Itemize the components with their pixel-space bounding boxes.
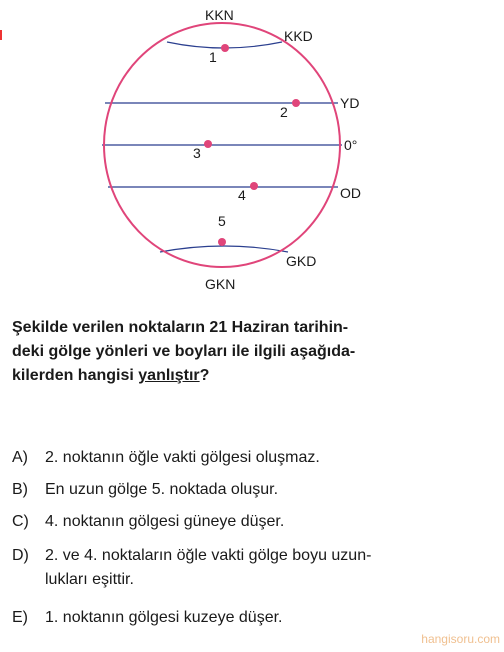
question-line-2: deki gölge yönleri ve boyları ile ilgili aşağıda- xyxy=(12,343,356,360)
option-d-letter: D) xyxy=(12,547,29,564)
yd-label: YD xyxy=(340,95,360,111)
point-2 xyxy=(292,99,300,107)
equator-label: 0° xyxy=(344,137,358,153)
kkd-label: KKD xyxy=(284,28,313,44)
option-c-letter: C) xyxy=(12,513,29,530)
point-1-label: 1 xyxy=(209,49,217,65)
option-c-text: 4. noktanın gölgesi güneye düşer. xyxy=(45,513,285,530)
od-label: OD xyxy=(340,185,361,201)
point-1 xyxy=(221,44,229,52)
option-a-letter: A) xyxy=(12,449,28,466)
pole-bottom-label: GKN xyxy=(205,276,236,292)
point-4 xyxy=(250,182,258,190)
question-line-3: kilerden hangisi yanlıştır? xyxy=(12,367,210,384)
option-d[interactable] xyxy=(12,544,492,592)
watermark: hangisoru.com xyxy=(421,632,500,646)
option-d-line-1: 2. ve 4. noktaların öğle vakti gölge boyu uzun- xyxy=(45,547,372,564)
option-e-letter: E) xyxy=(12,609,28,626)
point-3-label: 3 xyxy=(193,145,201,161)
point-5 xyxy=(218,238,226,246)
option-d-line-2: lukları eşittir. xyxy=(45,571,134,588)
question-line-1: Şekilde verilen noktaların 21 Haziran tarihin- xyxy=(12,319,349,336)
option-b-text: En uzun gölge 5. noktada oluşur. xyxy=(45,481,279,498)
option-d-text xyxy=(45,544,465,592)
underlined-word: yanlıştır xyxy=(138,367,200,384)
gkd-label: GKD xyxy=(286,253,317,269)
option-a-text: 2. noktanın öğle vakti gölgesi oluşmaz. xyxy=(45,449,320,466)
option-b-letter: B) xyxy=(12,481,28,498)
point-3 xyxy=(204,140,212,148)
option-e-text: 1. noktanın gölgesi kuzeye düşer. xyxy=(45,609,283,626)
point-5-label: 5 xyxy=(218,213,226,229)
point-2-label: 2 xyxy=(280,104,288,120)
earth-diagram xyxy=(0,0,504,300)
pole-top-label: KKN xyxy=(205,7,234,23)
point-4-label: 4 xyxy=(238,187,246,203)
question-text xyxy=(12,316,492,388)
gkd-line xyxy=(160,246,288,252)
